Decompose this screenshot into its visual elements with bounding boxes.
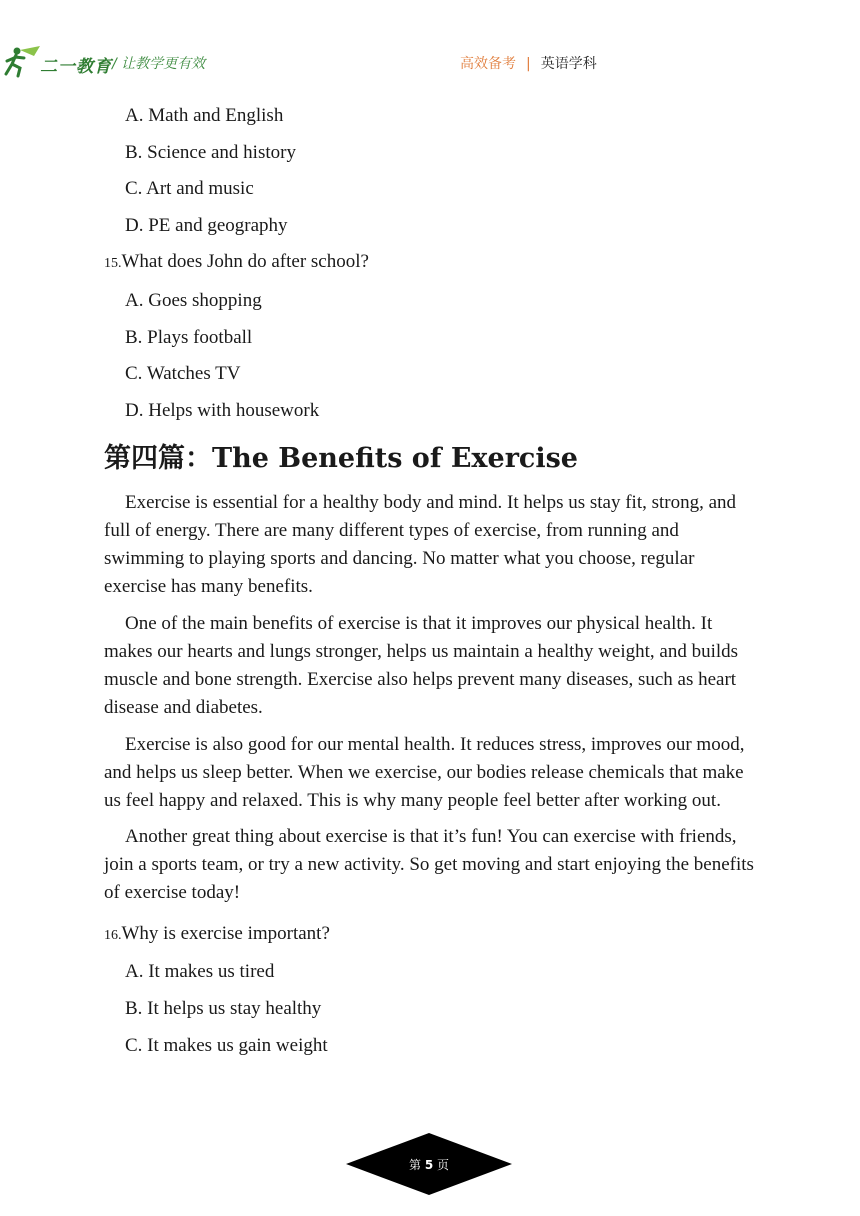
brand-logo-text: 二一教育 <box>40 57 112 77</box>
question-16-text: Why is exercise important? <box>121 922 330 944</box>
running-man-logo-icon <box>4 44 42 78</box>
q14-option-b: B. Science and history <box>125 141 296 163</box>
page-number-value: 5 <box>424 1158 434 1172</box>
brand-slogan: / 让教学更有效 <box>112 56 206 72</box>
question-15-text: What does John do after school? <box>121 251 369 273</box>
q15-option-b: B. Plays football <box>125 326 253 348</box>
question-16 <box>104 916 754 955</box>
header-subject-info <box>460 53 597 73</box>
q15-option-c: C. Watches TV <box>125 363 241 385</box>
passage-paragraph-1: Exercise is essential for a healthy body and mind. It helps us stay fit, strong, and full of energy. There are many different types of exercise, from running and swimming to playing sports and dancing. No matter what you choose, regular exercise has many benefits. <box>104 492 737 598</box>
header-subject: 英语学科 <box>540 56 597 72</box>
q15-option-d: D. Helps with housework <box>125 399 320 421</box>
header-separator: | <box>526 56 531 72</box>
q14-option-d: D. PE and geography <box>125 214 288 236</box>
header-tagline: 高效备考 <box>460 56 516 72</box>
passage-paragraph-2: One of the main benefits of exercise is that it improves our physical health. It makes our hearts and lungs stronger, helps us maintain a healthy weight, and builds muscle and bone strength. Exercise also helps prevent many diseases, such as heart disease and diabetes. <box>104 612 739 718</box>
q16-option-a: A. It makes us tired <box>125 961 275 983</box>
page-number-badge <box>346 1133 512 1195</box>
page-content <box>104 98 754 1064</box>
page-number-suffix: 页 <box>433 1158 449 1172</box>
page-number <box>346 1156 512 1173</box>
page-number-prefix: 第 <box>408 1158 425 1172</box>
section-title: 第四篇：The Benefits of Exercise <box>104 443 578 475</box>
q15-option-a: A. Goes shopping <box>125 289 262 311</box>
q14-option-a: A. Math and English <box>125 105 284 126</box>
passage-paragraph-3: Exercise is also good for our mental health. It reduces stress, improves our mood, and helps us sleep better. When we exercise, our bodies release chemicals that make us feel happy and relaxed. This is why many people feel better after working out. <box>104 733 745 811</box>
question-15 <box>104 244 754 283</box>
page-header <box>0 0 860 90</box>
question-16-number: 16. <box>104 927 122 943</box>
passage-paragraph-4: Another great thing about exercise is that it’s fun! You can exercise with friends, join a sports team, or try a new activity. So get moving and start enjoying the benefits of exercise today! <box>104 826 754 904</box>
q14-option-c: C. Art and music <box>125 178 254 200</box>
q16-option-c: C. It makes us gain weight <box>125 1034 328 1056</box>
question-15-number: 15. <box>104 256 122 272</box>
q16-option-b: B. It helps us stay healthy <box>125 997 322 1019</box>
